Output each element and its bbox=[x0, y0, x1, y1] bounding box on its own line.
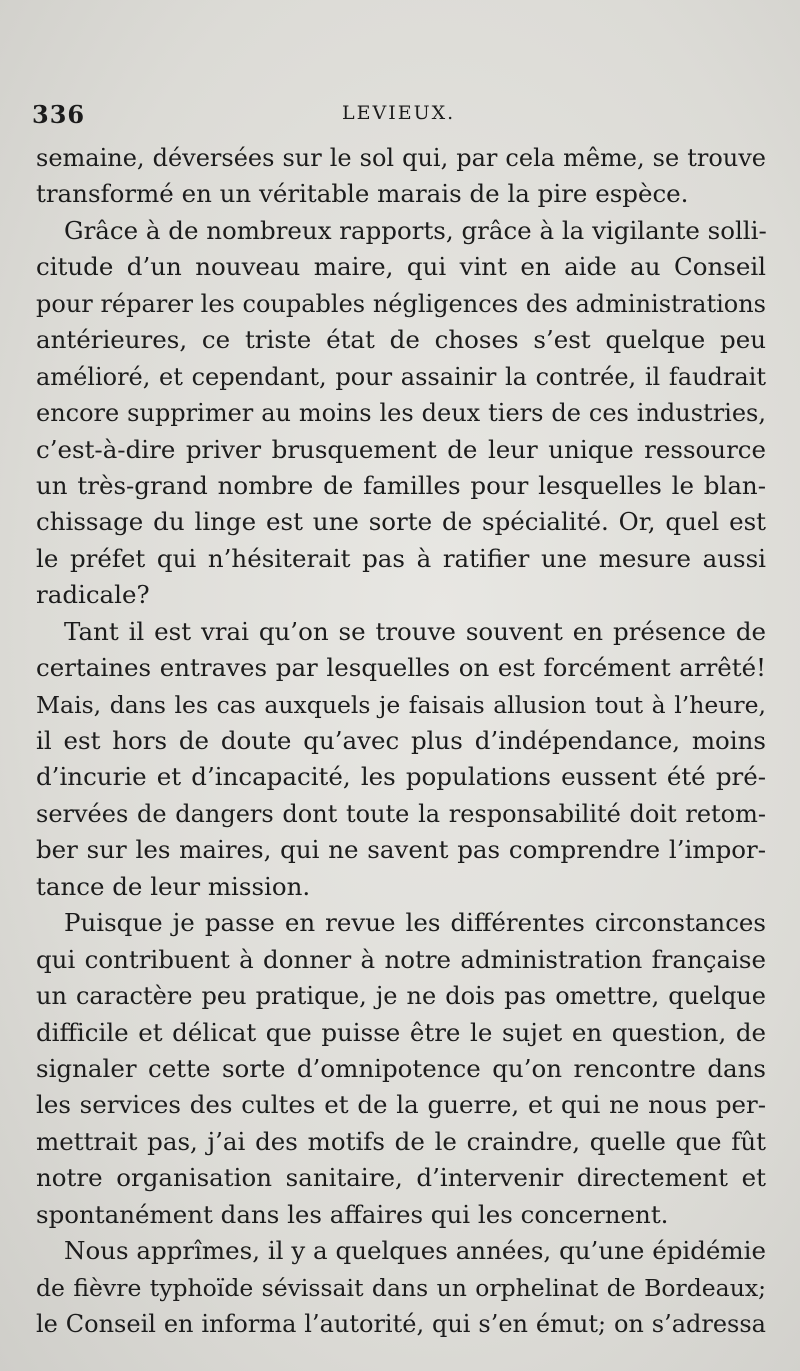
text-line: Nous apprîmes, il y a quelques années, qu’une épidémie bbox=[64, 1236, 766, 1266]
text-line: signaler cette sorte d’omnipotence qu’on rencontre dans bbox=[36, 1053, 766, 1083]
text-line: encore supprimer au moins les deux tiers de ces industries, bbox=[36, 399, 766, 428]
text-line: Puisque je passe en revue les différentes circonstances bbox=[64, 908, 766, 938]
text-line: il est hors de doute qu’avec plus d’indépendance, moins bbox=[36, 726, 766, 755]
text-line: c’est-à-dire priver brusquement de leur unique ressource bbox=[36, 434, 766, 464]
text-line: notre organisation sanitaire, d’intervenir directement et bbox=[36, 1163, 766, 1193]
text-line: qui contribuent à donner à notre administration française bbox=[36, 944, 766, 974]
text-line: certaines entraves par lesquelles on est forcément arrêté! bbox=[36, 653, 766, 683]
text-line: tance de leur mission. bbox=[36, 871, 311, 901]
text-line: un très-grand nombre de familles pour lesquelles le blan- bbox=[36, 470, 766, 500]
text-line: les services des cultes et de la guerre, et qui ne nous per- bbox=[36, 1090, 766, 1120]
text-line: radicale? bbox=[36, 580, 150, 610]
text-line: servées de dangers dont toute la responsabilité doit retom- bbox=[36, 799, 766, 828]
running-head: LEVIEUX. bbox=[342, 102, 456, 124]
text-line: citude d’un nouveau maire, qui vint en aide au Conseil bbox=[36, 252, 766, 282]
page-number: 336 bbox=[32, 100, 86, 129]
text-line: chissage du linge est une sorte de spécialité. Or, quel est bbox=[36, 507, 766, 537]
text-line: le préfet qui n’hésiterait pas à ratifier une mesure aussi bbox=[36, 543, 766, 573]
text-line: un caractère peu pratique, je ne dois pas omettre, quelque bbox=[36, 982, 766, 1011]
text-line: difficile et délicat que puisse être le sujet en question, de bbox=[36, 1017, 766, 1047]
page-header bbox=[32, 100, 772, 134]
text-line: amélioré, et cependant, pour assainir la contrée, il faudrait bbox=[36, 362, 766, 391]
text-line: mettrait pas, j’ai des motifs de le craindre, quelle que fût bbox=[36, 1126, 766, 1156]
text-line: pour réparer les coupables négligences des administrations bbox=[36, 289, 766, 318]
text-line: de fièvre typhoïde sévissait dans un orphelinat de Bordeaux; bbox=[36, 1273, 766, 1302]
text-line: le Conseil en informa l’autorité, qui s’en émut; on s’adressa bbox=[36, 1310, 766, 1338]
text-line: transformé en un véritable marais de la pire espèce. bbox=[36, 179, 689, 209]
text-line: Tant il est vrai qu’on se trouve souvent en présence de bbox=[64, 616, 766, 646]
body-text bbox=[36, 140, 766, 1342]
text-line: semaine, déversées sur le sol qui, par cela même, se trouve bbox=[36, 144, 766, 172]
text-line: antérieures, ce triste état de choses s’est quelque peu bbox=[36, 325, 766, 355]
text-line: spontanément dans les affaires qui les concernent. bbox=[36, 1199, 669, 1229]
text-line: Mais, dans les cas auxquels je faisais allusion tout à l’heure, bbox=[36, 690, 766, 719]
text-line: Grâce à de nombreux rapports, grâce à la vigilante solli- bbox=[64, 215, 767, 245]
text-line: d’incurie et d’incapacité, les populations eussent été pré- bbox=[36, 762, 766, 792]
text-line: ber sur les maires, qui ne savent pas comprendre l’impor- bbox=[36, 835, 766, 865]
